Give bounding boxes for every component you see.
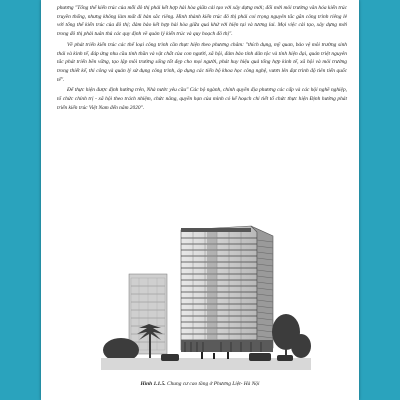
paragraph-1: phương "Tổng thể kiến trúc của mỗi đô thị phải kết hợp hài hòa giữa cải tạo với xây dựng mới; đổi mới môi trường văn hóa kiến trúc truyền thống, nhưng không làm mất đi bản sắc riêng. Hình thành kiến trúc đô thị phải coi trọng nguyên tắc gắn công trình riêng lẻ với tổng thể kiến trúc của đô thị; đảm bảo kết hợp hài hòa giữa quá khứ với hiện tại và tương lai. Mọi việc cải tạo, xây dựng mới trong đô thị phải tuân thủ các quy định về quản lý kiến trúc và quy hoạch đô thị". — [57, 5, 347, 38]
body-text — [57, 4, 347, 114]
figure-caption — [41, 381, 359, 387]
document-page — [41, 0, 359, 400]
caption-text: Chung cư cao tầng ở Phương Liệt- Hà Nội — [167, 381, 260, 387]
background-building — [129, 274, 167, 354]
paragraph-3: Để thực hiện được định hướng trên, Nhà nước yêu cầu" Các bộ ngành, chính quyền địa phương các cấp và các hội nghề nghiệp, tổ chức chính trị - xã hội theo trách nhiệm, chức năng, quyền hạn của mình có kế hoạch chi tiết tổ chức thực hiện Định hướng phát triển kiến trúc Việt Nam đến năm 2020". — [57, 87, 347, 111]
paragraph-2: Về phát triển kiến trúc các thể loại công trình cần thực hiện theo phương châm: "thích dụng, mỹ quan, bảo vệ môi trường sinh thái và kinh tế, đáp ứng nhu cầu tinh thần và vật chất của con người, xã hội, đảm bảo tính dân tộc và tính hiện đại, quán triệt nguyên tắc phát triển bền vững, tạo lập môi trường sống tốt đẹp cho mọi người, phát huy hiệu quả tổng hợp kinh tế, xã hội và môi trường trong thiết kế, thi công và quản lý sử dụng công trình, áp dụng các tiến bộ khoa học công nghệ, vươn lên đạt trình độ tiên tiến quốc tế". — [57, 41, 347, 83]
apartment-building-photo — [101, 222, 311, 370]
main-tower — [181, 226, 273, 352]
caption-label: Hình 1.1.5. — [140, 381, 166, 387]
